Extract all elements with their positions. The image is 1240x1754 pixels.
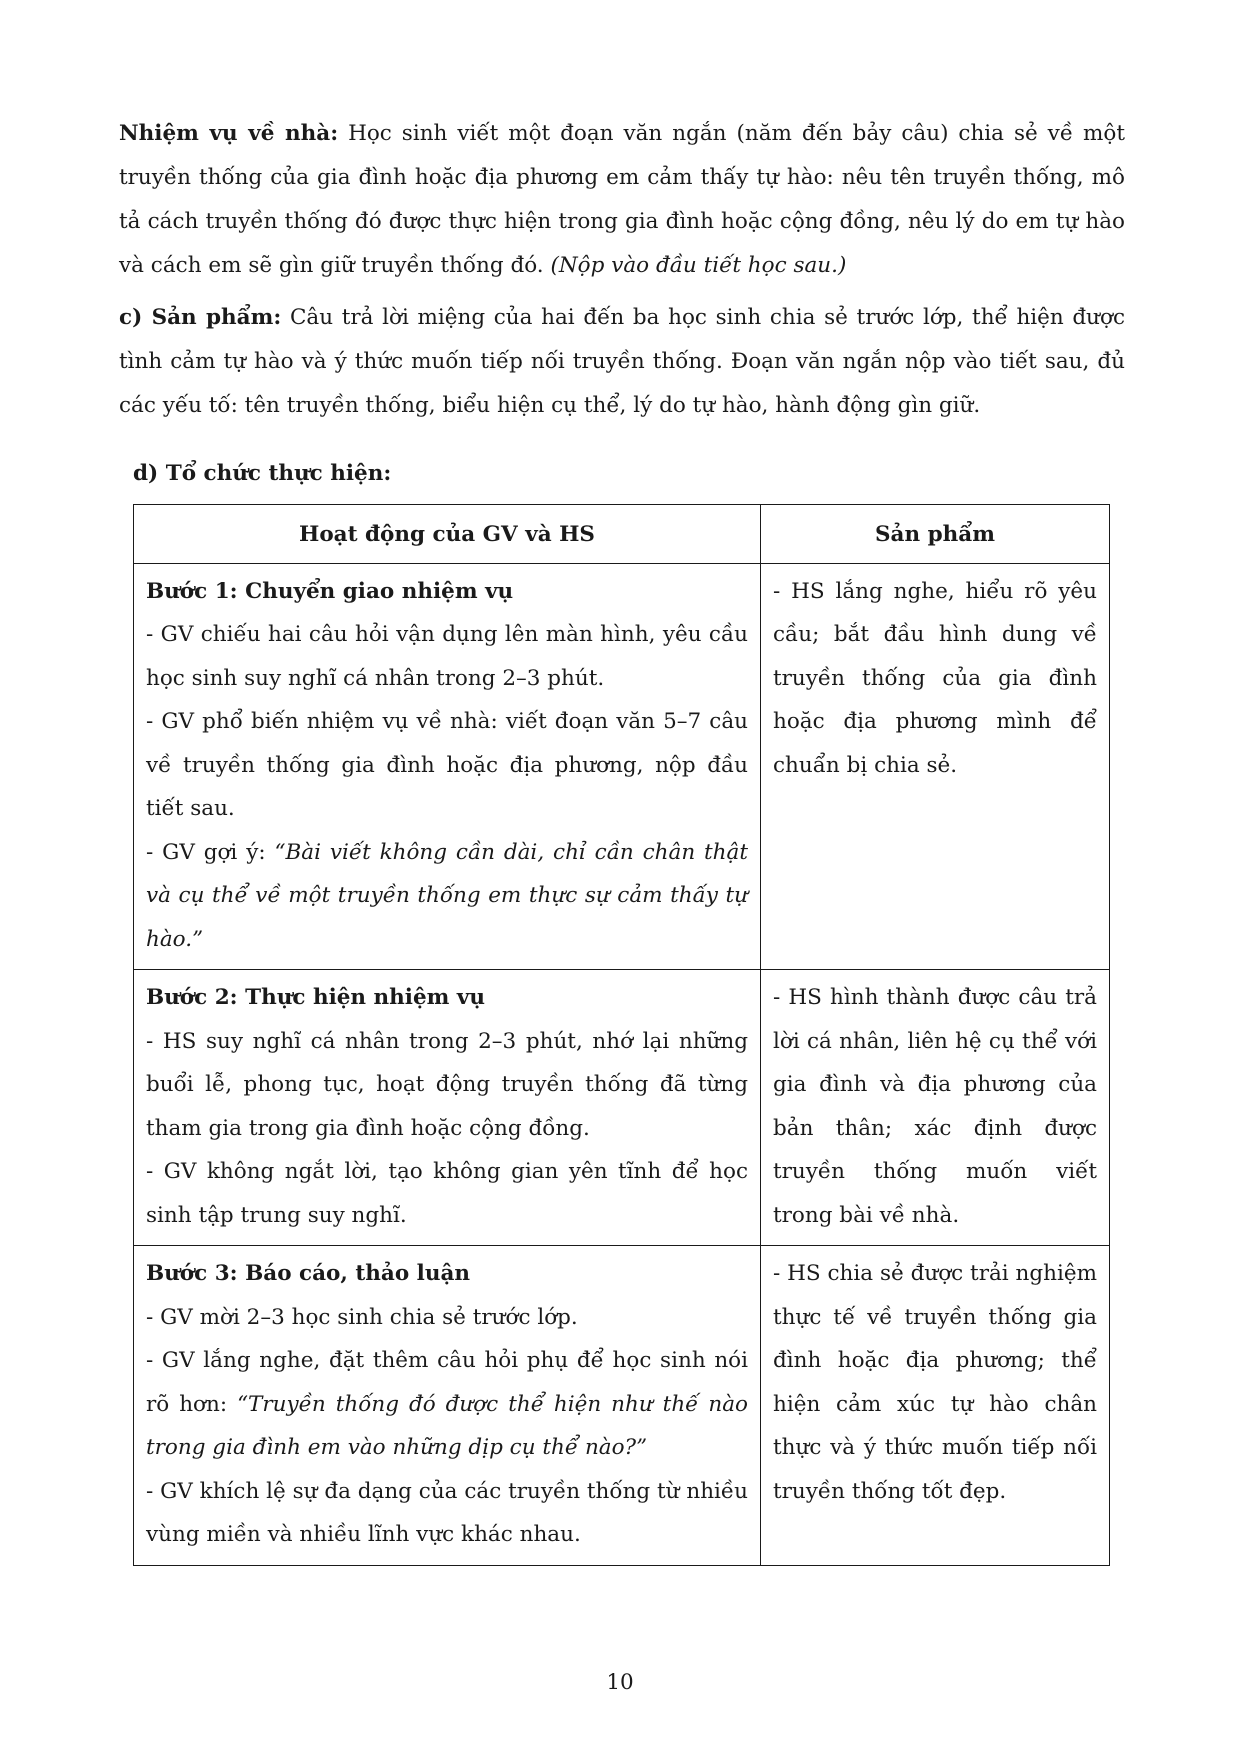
- step-3-quote: “Truyền thống đó được thể hiện như thế nào trong gia đình em vào những dịp cụ thể nào?”: [146, 1391, 748, 1460]
- table-row: [134, 1246, 1110, 1566]
- table-header-row: [134, 505, 1110, 564]
- step-1-product: - HS lắng nghe, hiểu rõ yêu cầu; bắt đầu hình dung về truyền thống của gia đình hoặc địa phương mình để chuẩn bị chia sẻ.: [773, 578, 1097, 778]
- page-number: 10: [606, 1670, 634, 1695]
- step-1-quote: “Bài viết không cần dài, chỉ cần chân thật và cụ thể về một truyền thống em thực sự cảm thấy tự hào.”: [146, 839, 748, 952]
- homework-paragraph: [119, 112, 1125, 288]
- header-activities: Hoạt động của GV và HS: [134, 505, 761, 564]
- product-label: c) Sản phẩm:: [119, 305, 282, 330]
- step-3-quote-line: [146, 1339, 748, 1470]
- step-3-product: - HS chia sẻ được trải nghiệm thực tế về truyền thống gia đình hoặc địa phương; thể hiện cảm xúc tự hào chân thực và ý thức muốn tiếp nối truyền thống tốt đẹp.: [773, 1261, 1097, 1504]
- table-row: [134, 970, 1110, 1246]
- step-3-quote-prefix: - GV lắng nghe, đặt thêm câu hỏi phụ để học sinh nói rõ hơn:: [146, 1348, 748, 1417]
- step-3-line: - GV khích lệ sự đa dạng của các truyền thống từ nhiều vùng miền và nhiều lĩnh vực khác nhau.: [146, 1478, 748, 1547]
- homework-label: Nhiệm vụ về nhà:: [119, 121, 339, 146]
- step-1-product-cell: [761, 563, 1110, 970]
- step-1-line: - GV phổ biến nhiệm vụ về nhà: viết đoạn văn 5–7 câu về truyền thống gia đình hoặc địa phương, nộp đầu tiết sau.: [146, 709, 748, 821]
- step-2-activity-cell: [134, 970, 761, 1246]
- step-3-line: - GV mời 2–3 học sinh chia sẻ trước lớp.: [146, 1304, 578, 1330]
- step-3-activity-cell: [134, 1246, 761, 1566]
- product-paragraph: [119, 296, 1125, 428]
- step-1-quote-prefix: - GV gợi ý:: [146, 839, 275, 865]
- step-1-line: - GV chiếu hai câu hỏi vận dụng lên màn hình, yêu cầu học sinh suy nghĩ cá nhân trong 2–3 phút.: [146, 622, 748, 691]
- step-1-title: Bước 1: Chuyển giao nhiệm vụ: [146, 578, 514, 604]
- header-product: Sản phẩm: [761, 505, 1110, 564]
- homework-note: (Nộp vào đầu tiết học sau.): [550, 253, 847, 278]
- section-d-heading: d) Tổ chức thực hiện:: [133, 461, 392, 486]
- step-1-activity-cell: [134, 563, 761, 970]
- product-text: Câu trả lời miệng của hai đến ba học sinh chia sẻ trước lớp, thể hiện được tình cảm tự hào và ý thức muốn tiếp nối truyền thống. Đoạn văn ngắn nộp vào tiết sau, đủ các yếu tố: tên truyền thống, biểu hiện cụ thể, lý do tự hào, hành động gìn giữ.: [119, 305, 1125, 418]
- table-row: [134, 563, 1110, 970]
- step-2-product: - HS hình thành được câu trả lời cá nhân, liên hệ cụ thể với gia đình và địa phương của bản thân; xác định được truyền thống muốn viết trong bài về nhà.: [773, 985, 1097, 1228]
- step-2-line: - HS suy nghĩ cá nhân trong 2–3 phút, nhớ lại những buổi lễ, phong tục, hoạt động truyền thống đã từng tham gia trong gia đình hoặc cộng đồng.: [146, 1028, 748, 1141]
- step-3-product-cell: [761, 1246, 1110, 1566]
- homework-text: Học sinh viết một đoạn văn ngắn (năm đến bảy câu) chia sẻ về một truyền thống của gia đình hoặc địa phương em cảm thấy tự hào: nêu tên truyền thống, mô tả cách truyền thống đó được thực hiện trong gia đình hoặc cộng đồng, nêu lý do em tự hào và cách em sẽ gìn giữ truyền thống đó.: [119, 121, 1125, 278]
- step-2-title: Bước 2: Thực hiện nhiệm vụ: [146, 985, 486, 1010]
- step-2-line: - GV không ngắt lời, tạo không gian yên tĩnh để học sinh tập trung suy nghĩ.: [146, 1159, 748, 1228]
- step-1-quote-line: [146, 831, 748, 962]
- activities-table: [133, 504, 1110, 1566]
- step-2-product-cell: [761, 970, 1110, 1246]
- step-3-title: Bước 3: Báo cáo, thảo luận: [146, 1261, 471, 1286]
